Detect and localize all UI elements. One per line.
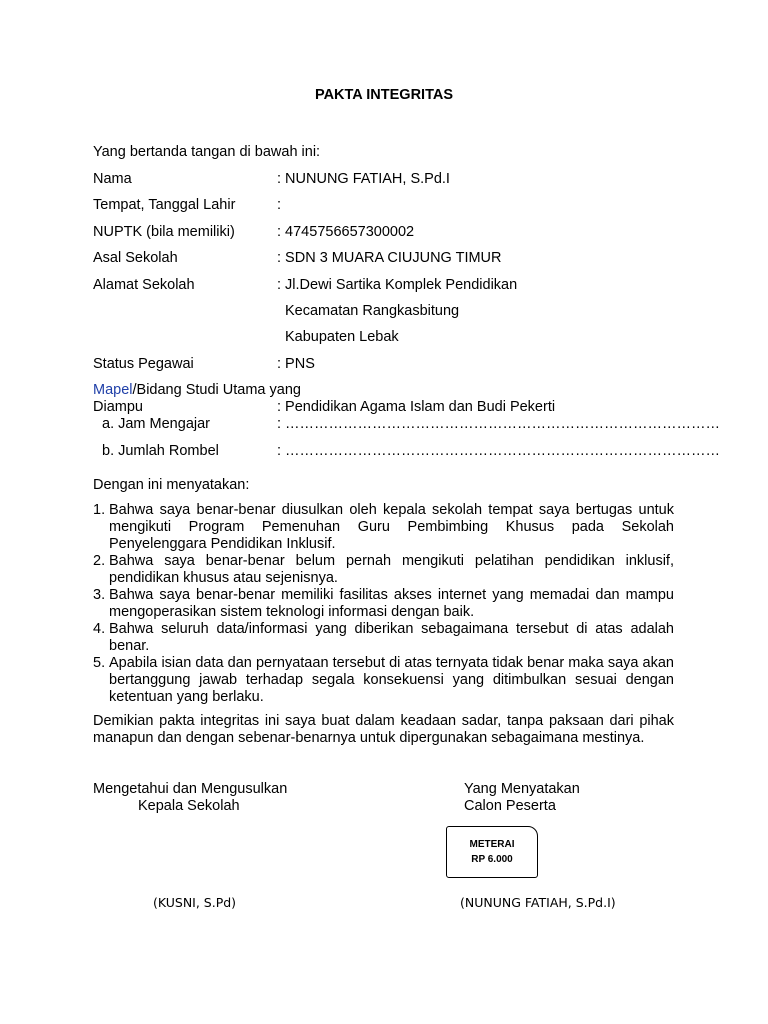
field-value-alamat-line3: Kabupaten Lebak [285,329,399,345]
field-value-rombel: : ……………………………………………………………………………… [277,443,721,459]
field-value-alamat-line2: Kecamatan Rangkasbitung [285,303,460,319]
statement-number: 3. [93,587,106,603]
declaration-intro: Dengan ini menyatakan: [93,477,250,493]
field-label-mapel [93,382,301,399]
statement-number: 5. [93,655,106,671]
statement-list [93,502,674,706]
signature-right-title: Calon Peserta [464,798,556,814]
field-label-jam: a. Jam Mengajar [102,416,210,432]
statement-text: Bahwa saya benar-benar diusulkan oleh kepala sekolah tempat saya bertugas untuk mengikuti Program Pemenuhan Guru Pembimbing Khusus pada Sekolah Penyelenggara Pendidikan Inklusif. [109,502,674,552]
field-value-nuptk: : 4745756657300002 [277,224,415,240]
signature-right-role: Yang Menyatakan [464,781,580,797]
statement-item [93,502,674,553]
field-label-nama: Nama [93,171,132,187]
statement-text: Bahwa saya benar-benar memiliki fasilitas akses internet yang memadai dan mampu mengoperasikan sistem teknologi informasi dengan baik. [109,587,674,620]
field-value-status: : PNS [277,356,315,372]
field-label-diampu: Diampu [93,399,143,415]
stamp-label: METERAI [469,839,515,850]
statement-number: 1. [93,502,106,518]
field-label-status: Status Pegawai [93,356,194,372]
field-value-asal-sekolah: : SDN 3 MUARA CIUJUNG TIMUR [277,250,502,266]
statement-item [93,587,674,621]
statement-number: 4. [93,621,106,637]
statement-item [93,553,674,587]
field-value-mapel: : Pendidikan Agama Islam dan Budi Pekerti [277,399,556,415]
meterai-stamp-box [446,826,538,878]
signature-left-title: Kepala Sekolah [138,798,240,814]
field-value-alamat: : Jl.Dewi Sartika Komplek Pendidikan [277,277,518,293]
mapel-highlight: Mapel [93,382,133,398]
field-value-jam: : ……………………………………………………………………………… [277,416,721,432]
statement-item [93,655,674,706]
mapel-label-rest: /Bidang Studi Utama yang [132,382,301,398]
document-title: PAKTA INTEGRITAS [314,87,453,103]
signature-left-role: Mengetahui dan Mengusulkan [93,781,288,797]
statement-text: Bahwa saya benar-benar belum pernah mengikuti pelatihan pendidikan inklusif, pendidikan khusus atau sejenisnya. [109,553,674,586]
intro-text: Yang bertanda tangan di bawah ini: [93,144,321,160]
statement-text: Bahwa seluruh data/informasi yang diberikan sebagaimana tersebut di atas adalah benar. [109,621,674,654]
field-label-ttl: Tempat, Tanggal Lahir [93,197,236,213]
field-value-nama: : NUNUNG FATIAH, S.Pd.I [277,171,450,187]
field-value-ttl: : [277,197,282,213]
field-label-alamat: Alamat Sekolah [93,277,195,293]
stamp-amount: RP 6.000 [471,854,513,865]
signature-left-name: (KUSNI, S.Pd) [153,895,237,910]
signature-right-name: (NUNUNG FATIAH, S.Pd.I) [460,895,616,910]
field-label-nuptk: NUPTK (bila memiliki) [93,224,235,240]
statement-item [93,621,674,655]
statement-text: Apabila isian data dan pernyataan tersebut di atas ternyata tidak benar maka saya akan bertanggung jawab terhadap segala konsekuensi yang ditimbulkan sesuai dengan ketentuan yang berlaku. [109,655,674,705]
field-label-rombel: b. Jumlah Rombel [102,443,219,459]
field-label-asal-sekolah: Asal Sekolah [93,250,178,266]
statement-number: 2. [93,553,106,569]
closing-paragraph: Demikian pakta integritas ini saya buat dalam keadaan sadar, tanpa paksaan dari pihak manapun dan dengan sebenar-benarnya untuk dipergunakan sebagaimana mestinya. [93,713,674,746]
